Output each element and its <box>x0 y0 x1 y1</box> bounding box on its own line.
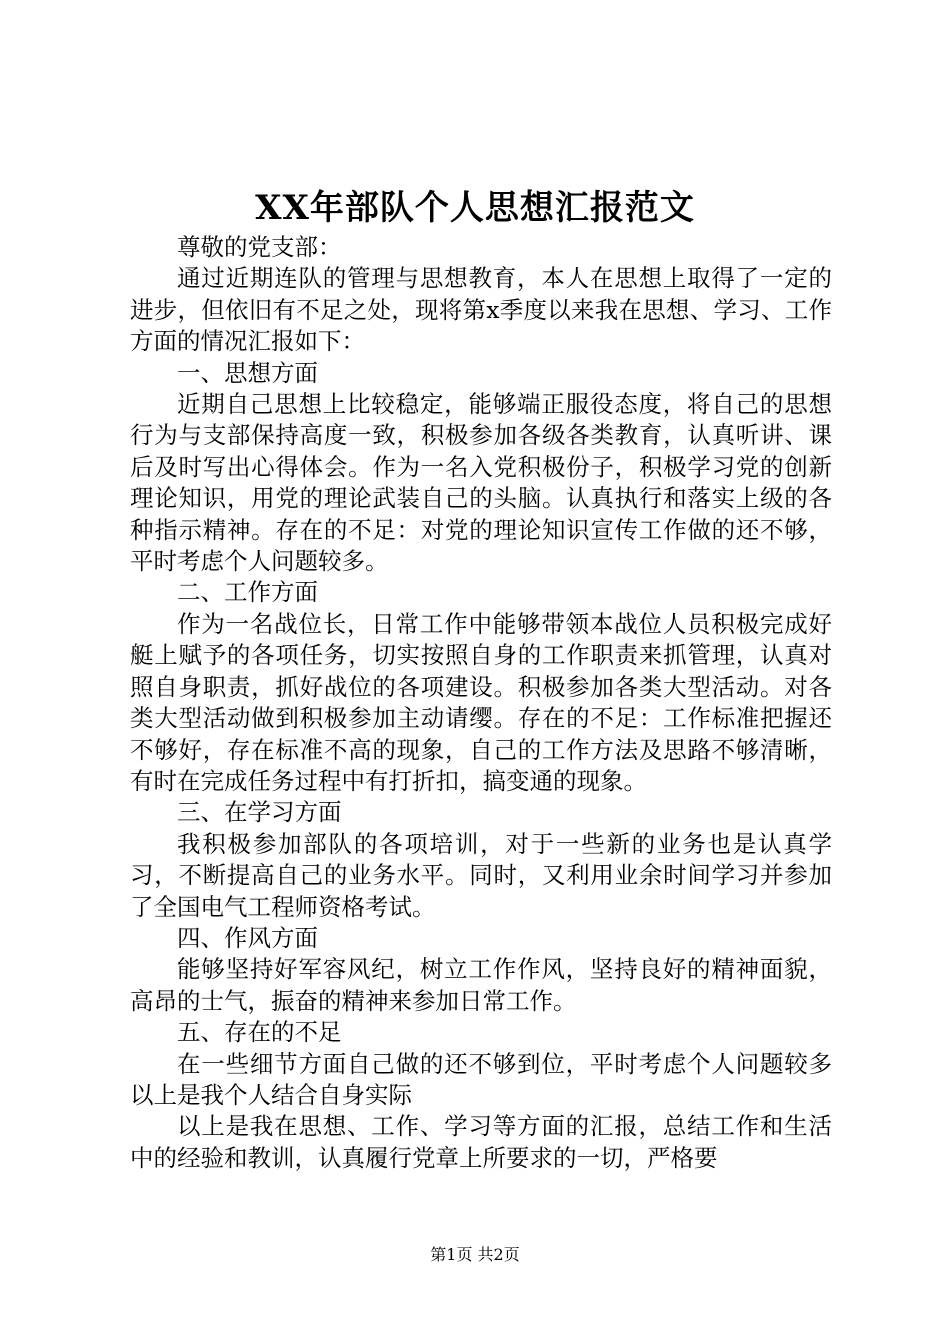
study-paragraph: 我积极参加部队的各项培训，对于一些新的业务也是认真学习，不断提高自己的业务水平。同时，又利用业余时间学习并参加了全国电气工程师资格考试。 <box>130 829 832 921</box>
thought-paragraph: 近期自己思想上比较稳定，能够端正服役态度，将自己的思想行为与支部保持高度一致，积极参加各级各类教育，认真听讲、课后及时写出心得体会。作为一名入党积极份子，积极学习党的创新理论知识，用党的理论武装自己的头脑。认真执行和落实上级的各种指示精神。存在的不足：对党的理论知识宣传工作做的还不够，平时考虑个人问题较多。 <box>130 390 832 576</box>
salutation: 尊敬的党支部： <box>177 233 342 261</box>
section-heading-shortcomings: 五、存在的不足 <box>177 1018 342 1047</box>
summary-paragraph: 以上是我在思想、工作、学习等方面的汇报，总结工作和生活中的经验和教训，认真履行党章上所要求的一切，严格要 <box>130 1112 832 1172</box>
section-heading-study: 三、在学习方面 <box>177 798 342 827</box>
section-heading-thought: 一、思想方面 <box>177 358 318 387</box>
document-title: XX年部队个人思想汇报范文 <box>255 188 695 228</box>
work-paragraph: 作为一名战位长，日常工作中能够带领本战位人员积极完成好艇上赋予的各项任务，切实按照自身的工作职责来抓管理，认真对照自身职责，抓好战位的各项建设。积极参加各类大型活动。对各类大型活动做到积极参加主动请缨。存在的不足：工作标准把握还不够好，存在标准不高的现象，自己的工作方法及思路不够清晰，有时在完成任务过程中有打折扣，搞变通的现象。 <box>130 609 832 795</box>
page-footer: 第1页 共2页 <box>430 1245 520 1264</box>
section-heading-work: 二、工作方面 <box>177 578 318 607</box>
style-paragraph: 能够坚持好军容风纪，树立工作作风，坚持良好的精神面貌，高昂的士气，振奋的精神来参加日常工作。 <box>130 955 832 1015</box>
shortcomings-paragraph: 在一些细节方面自己做的还不够到位，平时考虑个人问题较多以上是我个人结合自身实际 <box>130 1049 832 1109</box>
intro-paragraph: 通过近期连队的管理与思想教育，本人在思想上取得了一定的进步，但依旧有不足之处，现将第x季度以来我在思想、学习、工作方面的情况汇报如下： <box>130 264 832 356</box>
section-heading-style: 四、作风方面 <box>177 923 318 952</box>
document-body <box>130 232 832 1174</box>
